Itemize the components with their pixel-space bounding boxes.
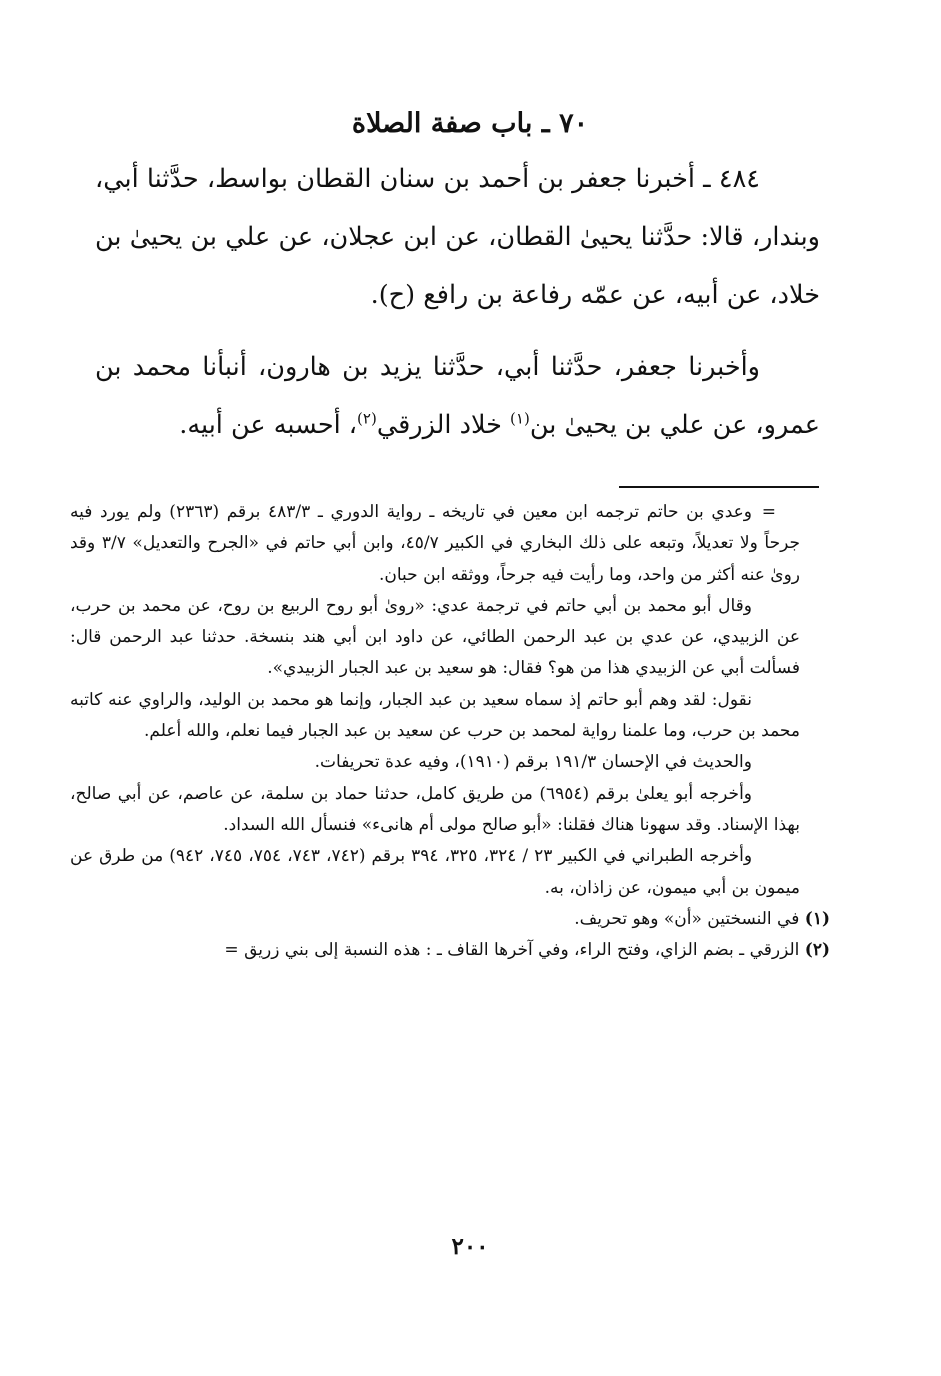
footnote-paragraph: وأخرجه الطبراني في الكبير ٢٣ / ٣٢٤، ٣٢٥، ٣٩٤ برقم (٧٤٢، ٧٤٣، ٧٥٤، ٧٤٥، ٩٤٢) من طرق عن ميمون بن أبي ميمون، عن زاذان، به. [70,846,800,898]
footnote-2 [70,935,830,966]
hadith-text-segment: خلاد الزرقي [376,410,511,440]
footnote-paragraph-text: وعدي بن حاتم ترجمه ابن معين في تاريخه ـ رواية الدوري ـ ٤٨٣/٣ برقم (٢٣٦٣) ولم يورد فيه جرحاً ولا تعديلاً، وتبعه على ذلك البخاري في الكبير ٤٥/٧، وابن أبي حاتم في «الجرح والتعديل» ٣/٧ وقد روىٰ عنه أكثر من واحد، وما رأيت فيه جرحاً، ووثقه ابن حبان. [70,502,800,585]
footnote-continued-paragraph [70,497,830,591]
page-number: ٢٠٠ [451,1233,489,1260]
hadith-text-segment: وأخبرنا جعفر، حدَّثنا أبي، حدَّثنا يزيد بن هارون، أنبأنا محمد بن عمرو، عن علي بن يحيىٰ بن [95,352,820,440]
hadith-text [95,150,820,454]
footnote-1-text: في النسختين «أن» وهو تحريف. [574,908,805,929]
footnotes-section [70,497,830,966]
footnote-paragraph: والحديث في الإحسان ١٩١/٣ برقم (١٩١٠)، وفيه عدة تحريفات. [314,752,752,773]
footnote-paragraph: نقول: لقد وهم أبو حاتم إذ سماه سعيد بن عبد الجبار، وإنما هو محمد بن الوليد، والراوي عنه كاتبه محمد بن حرب، وما علمنا رواية لمحمد بن حرب عن سعيد بن عبد الجبار فيما نعلم، والله أعلم. [70,689,800,742]
footnote-separator [619,486,819,488]
footnote-2-text: الزرقي ـ بضم الزاي، وفتح الراء، وفي آخرها القاف ـ : هذه النسبة إلى بني زريق = [224,940,805,961]
hadith-paragraph-second [95,338,820,454]
footnote-2-number: (٢) [804,940,830,961]
footnote-paragraph: وقال أبو محمد بن أبي حاتم في ترجمة عدي: «روىٰ أبو روح الربيع بن روح، عن محمد بن حرب، عن الزبيدي، عن عدي بن عبد الرحمن الطائي، عن داود ابن أبي هند بنسخة. حدثنا عبد الرحمن قال: فسألت أبي عن الزبيدي هذا من هو؟ فقال: هو سعيد بن عبد الجبار الزبيدي». [70,595,800,679]
chapter-title: ٧٠ ـ باب صفة الصلاة [351,108,589,139]
continuation-mark: = [761,502,776,522]
footnote-ref-2[interactable]: (٢) [357,409,377,428]
footnote-1-number: (١) [804,908,830,929]
hadith-paragraph: ٤٨٤ ـ أخبرنا جعفر بن أحمد بن سنان القطان بواسط، حدَّثنا أبي، وبندار، قالا: حدَّثنا يحيىٰ القطان، عن ابن عجلان، عن علي بن يحيىٰ بن خلاد، عن أبيه، عن عمّه رفاعة بن رافع (ح). [95,164,820,310]
footnote-1 [70,904,830,935]
footnote-paragraph: وأخرجه أبو يعلىٰ برقم (٦٩٥٤) من طريق كامل، حدثنا حماد بن سلمة، عن عاصم، عن أبي صالح، بهذا الإسناد. وقد سهونا هناك فقلنا: «أبو صالح مولى أم هانىء» فنسأل الله السداد. [70,783,800,835]
hadith-text-segment: ، أحسبه عن أبيه. [179,410,358,440]
footnote-ref-1[interactable]: (١) [510,409,530,428]
